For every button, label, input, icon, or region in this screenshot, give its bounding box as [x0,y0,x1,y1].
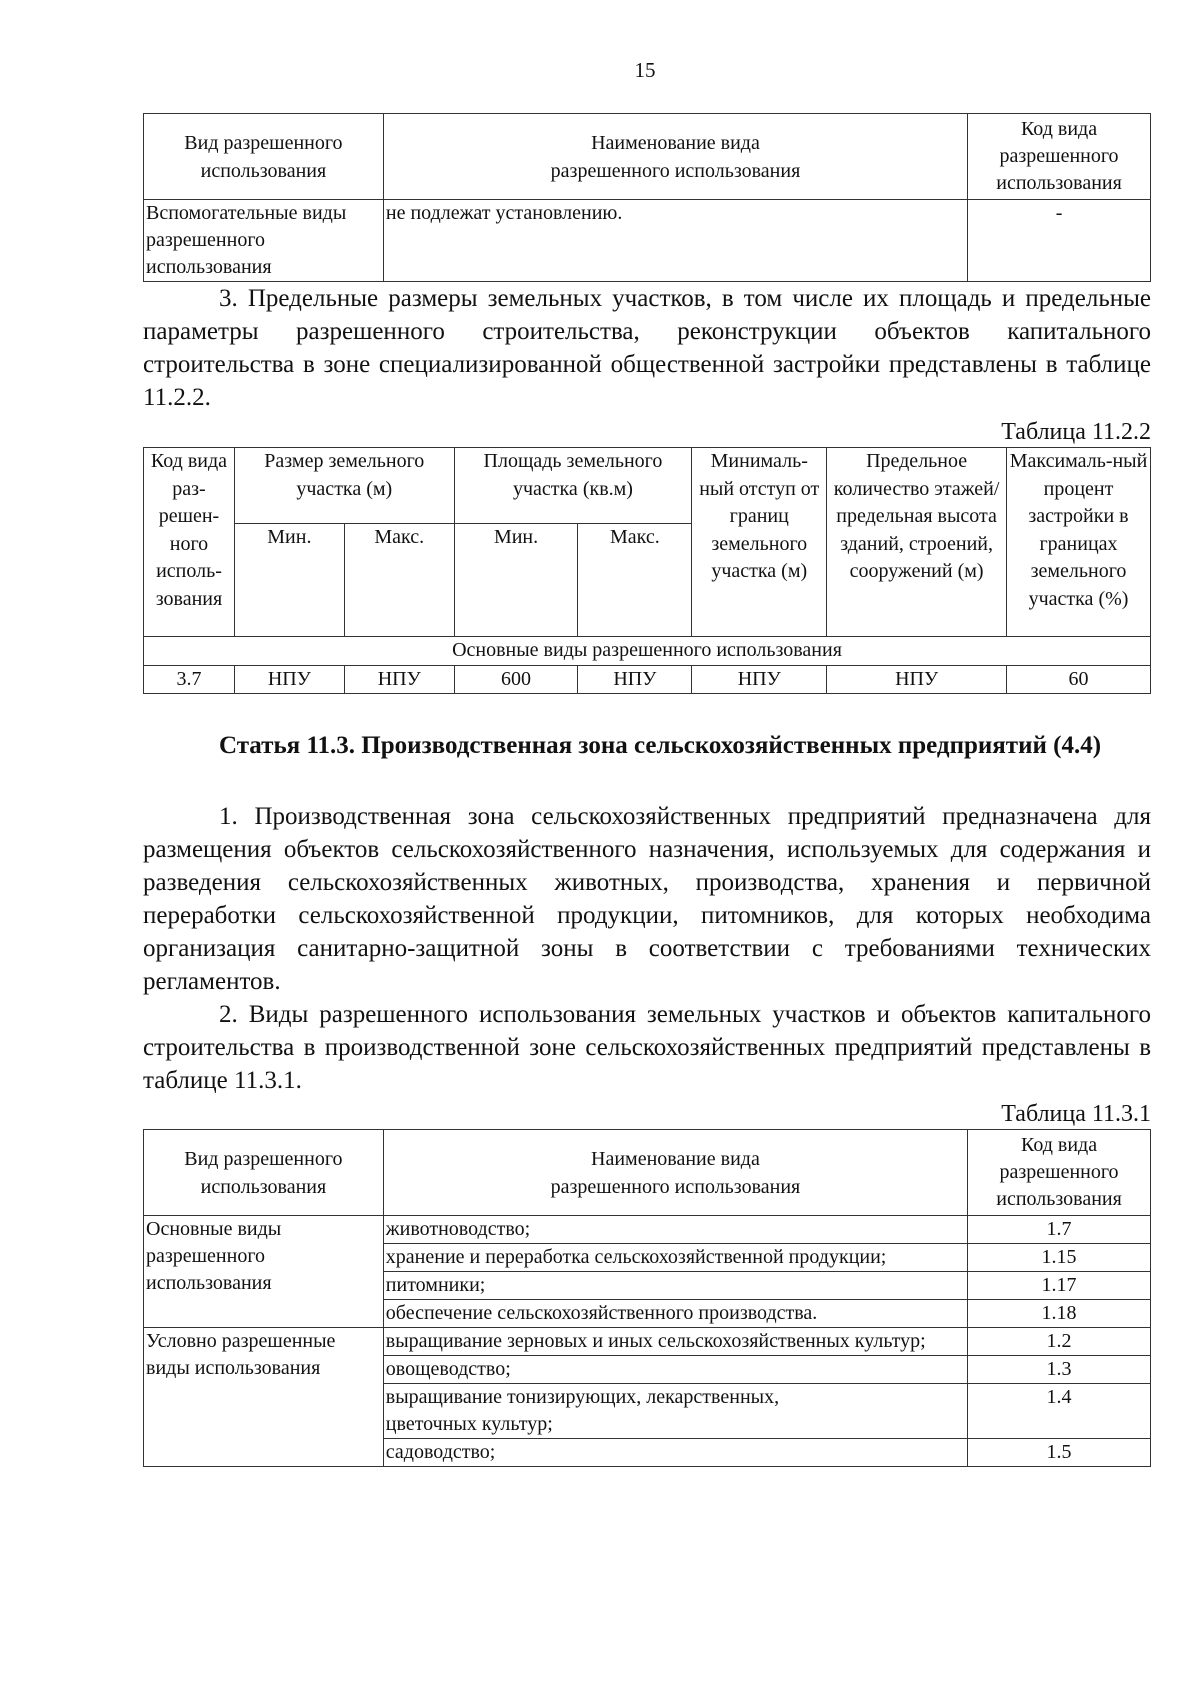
header-size-max: Макс. [344,524,454,637]
cell-code: 1.15 [968,1244,1151,1272]
table-header-row [144,1130,1151,1216]
cell-name: обеспечение сельскохозяйственного производства. [383,1300,967,1328]
cell-code: 1.7 [968,1216,1151,1244]
group-main: Основные виды разрешенного использования [144,1216,384,1328]
cell-size-max: НПУ [344,665,454,694]
table-caption-11-3-1: Таблица 11.3.1 [1001,1101,1151,1127]
cell-type: Вспомогательные виды разрешенного использования [144,200,384,282]
cell-area-min: 600 [454,665,578,694]
article-title: Статья 11.3. Производственная зона сельскохозяйственных предприятий (4.4) [219,732,1102,759]
table-prev-uses [143,113,1151,282]
header-area-min: Мин. [454,524,578,637]
table-11-3-1 [143,1129,1151,1467]
header-size: Размер земельного участка (м) [234,448,454,524]
cell-name: садоводство; [383,1439,967,1467]
cell-code: - [968,200,1151,282]
table-row [144,200,1151,282]
header-code: Код вида разрешенного использования [968,1130,1151,1216]
header-type: Вид разрешенного использования [144,114,384,200]
paragraph-3: 3. Предельные размеры земельных участков, в том числе их площадь и предельные параметры разрешенного строительства, реконструкции объектов капитального строительства в зоне специализированной общественной застройки представлены в таблице 11.2.2. [143,285,1151,411]
cell-code: 1.3 [968,1356,1151,1384]
header-area-max: Макс. [578,524,692,637]
cell-name: питомники; [383,1272,967,1300]
cell-floors: НПУ [827,665,1007,694]
table-11-2-2 [143,447,1151,694]
header-min-offset: Минималь-ный отступ от границ земельного участка (м) [692,448,827,637]
section-row: Основные виды разрешенного использования [144,637,1151,666]
header-code: Код вида разрешенного использования [968,114,1151,200]
paragraph-1: 1. Производственная зона сельскохозяйственных предприятий предназначена для размещения объектов сельскохозяйственного назначения, используемых для содержания и разведения сельскохозяйственных животных, производства, хранения и первичной переработки сельскохозяйственной продукции, питомников, для которых необходима организация санитарно-защитной зоны в соответствии с требованиями технических регламентов. [143,803,1151,995]
header-area: Площадь земельного участка (кв.м) [454,448,692,524]
table-caption-11-2-2: Таблица 11.2.2 [1001,419,1151,445]
cell-name: хранение и переработка сельскохозяйственной продукции; [383,1244,967,1272]
cell-name: выращивание тонизирующих, лекарственных, цветочных культур; [383,1384,967,1439]
table-row [144,1328,1151,1356]
header-floors: Предельное количество этажей/ предельная высота зданий, строений, сооружений (м) [827,448,1007,637]
cell-name: овощеводство; [383,1356,967,1384]
header-name: Наименование вида разрешенного использования [383,1130,967,1216]
cell-code: 1.4 [968,1384,1151,1439]
cell-code: 1.5 [968,1439,1151,1467]
cell-area-max: НПУ [578,665,692,694]
group-conditional: Условно разрешенные виды использования [144,1328,384,1467]
page-number: 15 [634,58,656,82]
header-type: Вид разрешенного использования [144,1130,384,1216]
header-size-min: Мин. [234,524,344,637]
cell-name: не подлежат установлению. [383,200,967,282]
cell-min-offset: НПУ [692,665,827,694]
cell-code: 1.2 [968,1328,1151,1356]
table-row [144,665,1151,694]
cell-max-percent: 60 [1007,665,1151,694]
header-max-percent: Максималь-ный процент застройки в границах земельного участка (%) [1007,448,1151,637]
table-header-row [144,114,1151,200]
cell-code: 1.18 [968,1300,1151,1328]
cell-name: животноводство; [383,1216,967,1244]
header-code: Код вида раз-решен-ного исполь-зования [144,448,235,637]
cell-size-min: НПУ [234,665,344,694]
paragraph-2: 2. Виды разрешенного использования земельных участков и объектов капитального строительства в производственной зоне сельскохозяйственных предприятий представлены в таблице 11.3.1. [143,1001,1151,1094]
document-body [143,113,1151,1467]
cell-name: выращивание зерновых и иных сельскохозяйственных культур; [383,1328,967,1356]
cell-code: 3.7 [144,665,235,694]
header-name: Наименование вида разрешенного использования [383,114,967,200]
table-row [144,1216,1151,1244]
cell-code: 1.17 [968,1272,1151,1300]
